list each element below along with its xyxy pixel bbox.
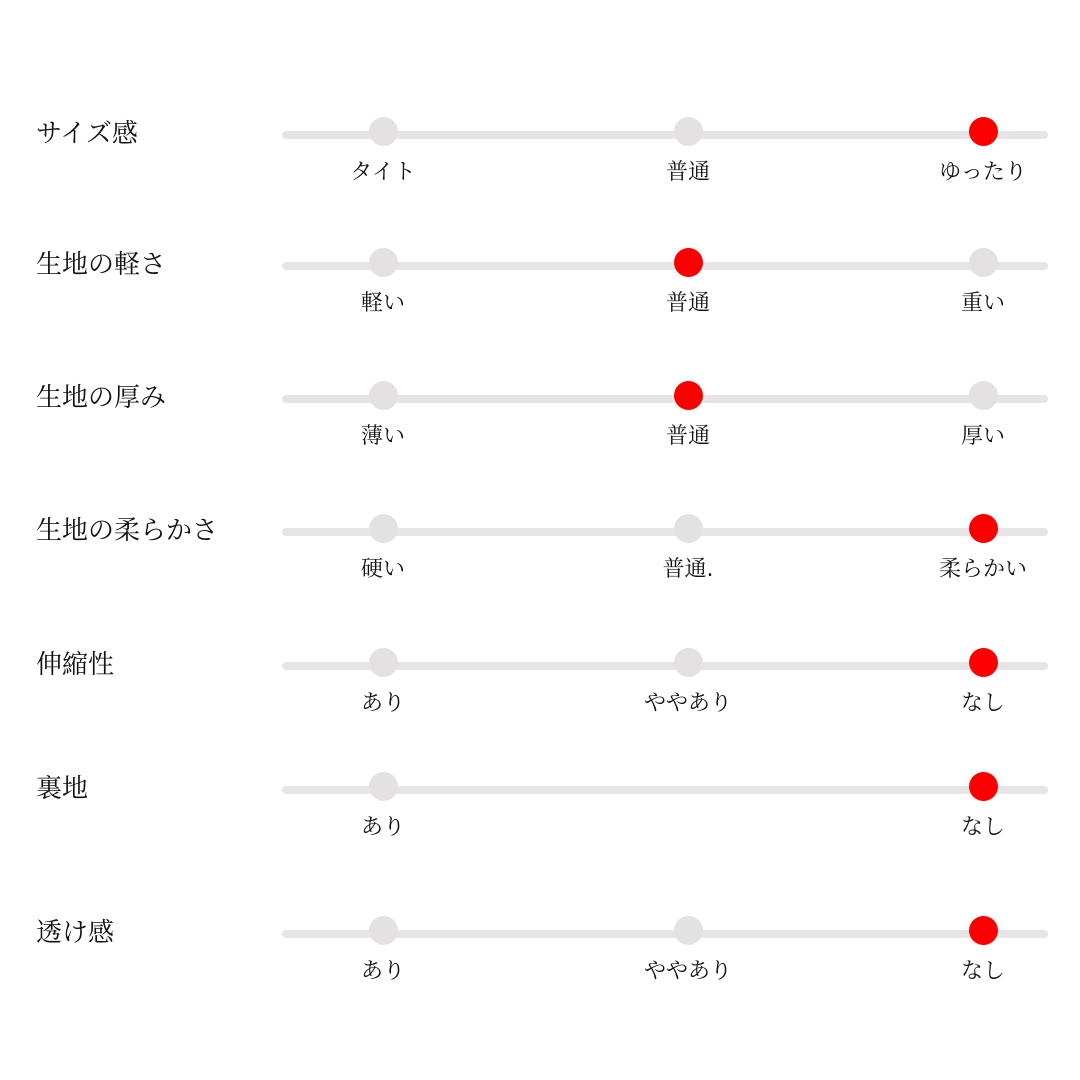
rating-option-label: 重い bbox=[960, 291, 1006, 316]
rating-option-label: 普通 bbox=[665, 291, 711, 316]
rating-row-lining bbox=[0, 774, 1080, 880]
rating-dot[interactable] bbox=[674, 648, 703, 677]
rating-row-stretch bbox=[0, 650, 1080, 756]
rating-dot[interactable] bbox=[369, 514, 398, 543]
rating-track bbox=[282, 395, 1048, 403]
rating-track bbox=[282, 528, 1048, 536]
rating-dot-selected[interactable] bbox=[969, 117, 998, 146]
rating-track bbox=[282, 786, 1048, 794]
rating-dot[interactable] bbox=[369, 117, 398, 146]
rating-row-thickness bbox=[0, 383, 1080, 489]
rating-dot-selected[interactable] bbox=[674, 381, 703, 410]
rating-dot[interactable] bbox=[369, 648, 398, 677]
rating-option-label: 厚い bbox=[960, 424, 1006, 449]
rating-dot[interactable] bbox=[969, 381, 998, 410]
rating-row-weight bbox=[0, 250, 1080, 356]
rating-dot[interactable] bbox=[369, 916, 398, 945]
rating-option-label: ややあり bbox=[643, 691, 733, 716]
rating-row-sheerness bbox=[0, 918, 1080, 1024]
rating-dot[interactable] bbox=[369, 772, 398, 801]
rating-title: 生地の厚み bbox=[36, 383, 167, 413]
rating-dot[interactable] bbox=[674, 117, 703, 146]
rating-track bbox=[282, 262, 1048, 270]
rating-title: 透け感 bbox=[36, 918, 115, 948]
rating-option-label: タイト bbox=[350, 160, 416, 185]
rating-option-label: あり bbox=[360, 959, 406, 984]
rating-dot[interactable] bbox=[674, 514, 703, 543]
rating-dot-selected[interactable] bbox=[969, 772, 998, 801]
rating-title: サイズ感 bbox=[36, 119, 138, 149]
rating-title: 伸縮性 bbox=[36, 650, 115, 680]
rating-option-label: 柔らかい bbox=[938, 557, 1028, 582]
rating-option-label: あり bbox=[360, 815, 406, 840]
rating-option-label: 硬い bbox=[360, 557, 406, 582]
rating-option-label: あり bbox=[360, 691, 406, 716]
rating-dot-selected[interactable] bbox=[969, 916, 998, 945]
rating-dot[interactable] bbox=[674, 916, 703, 945]
rating-track bbox=[282, 930, 1048, 938]
rating-option-label: 普通. bbox=[662, 557, 714, 582]
rating-dot[interactable] bbox=[369, 248, 398, 277]
rating-option-label: なし bbox=[960, 959, 1006, 984]
rating-dot[interactable] bbox=[969, 248, 998, 277]
rating-track bbox=[282, 131, 1048, 139]
rating-title: 裏地 bbox=[36, 774, 89, 804]
rating-option-label: ゆったり bbox=[939, 160, 1027, 185]
rating-option-label: ややあり bbox=[643, 959, 733, 984]
rating-dot-selected[interactable] bbox=[969, 648, 998, 677]
rating-dot[interactable] bbox=[369, 381, 398, 410]
rating-dot-selected[interactable] bbox=[969, 514, 998, 543]
rating-title: 生地の柔らかさ bbox=[36, 516, 219, 546]
rating-dot-selected[interactable] bbox=[674, 248, 703, 277]
rating-option-label: 普通 bbox=[665, 424, 711, 449]
rating-track bbox=[282, 662, 1048, 670]
rating-option-label: 薄い bbox=[360, 424, 406, 449]
rating-row-size bbox=[0, 119, 1080, 225]
rating-title: 生地の軽さ bbox=[36, 250, 167, 280]
rating-option-label: 普通 bbox=[665, 160, 711, 185]
rating-row-softness bbox=[0, 516, 1080, 622]
rating-option-label: 軽い bbox=[360, 291, 406, 316]
rating-option-label: なし bbox=[960, 691, 1006, 716]
rating-option-label: なし bbox=[960, 815, 1006, 840]
